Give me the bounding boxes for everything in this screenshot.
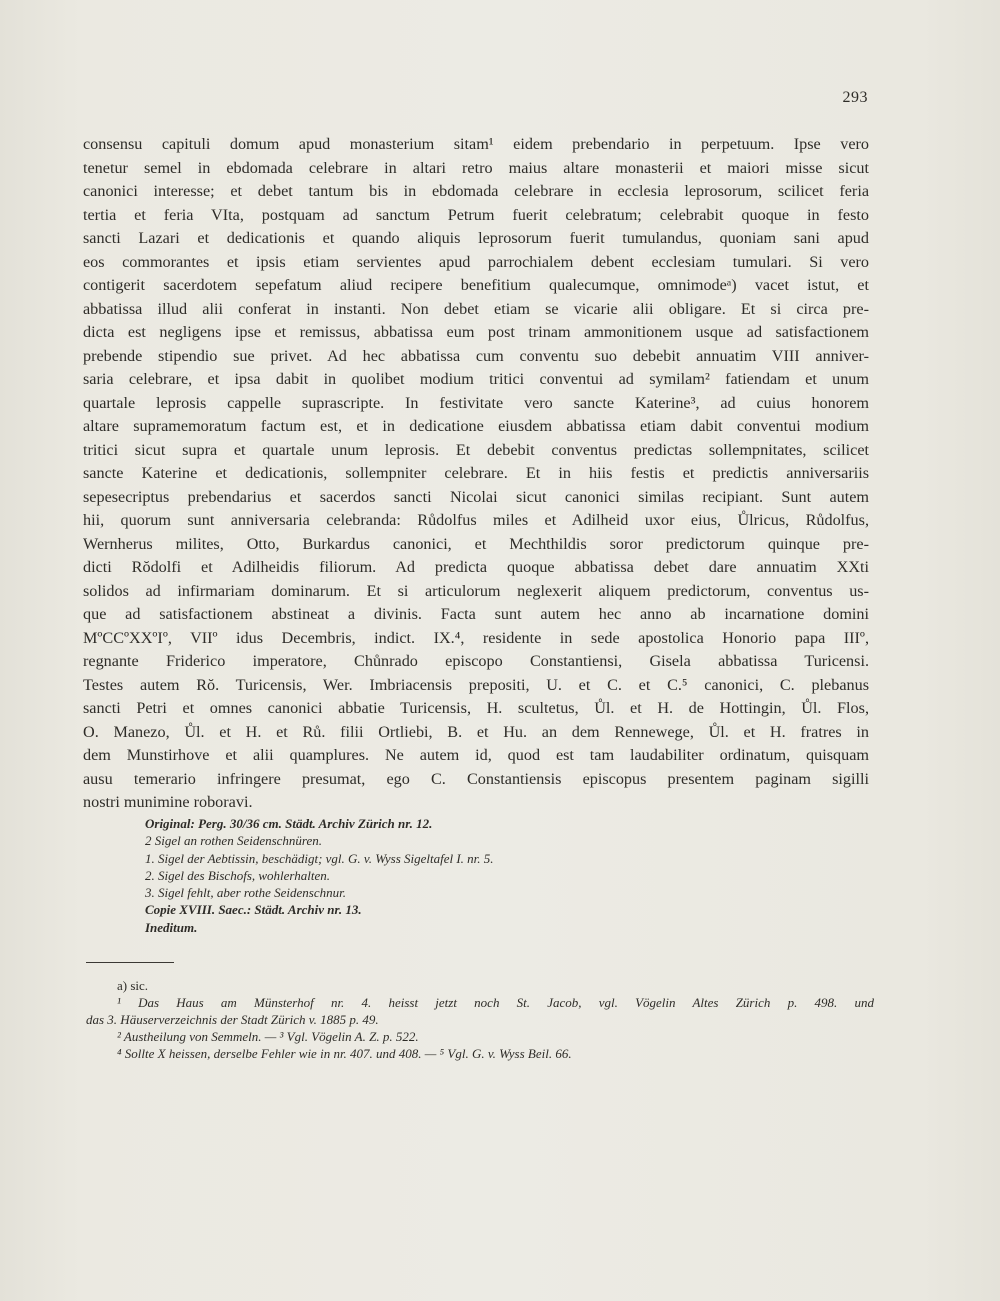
- text-line: Wernherus milites, Otto, Burkardus canonici, et Mechthildis soror predictorum quinque pre-: [83, 534, 869, 553]
- note-copy: Copie XVIII. Saec.: Städt. Archiv nr. 13.: [145, 902, 362, 918]
- footnote-2-3: ² Austheilung von Semmeln. — ³ Vgl. Vögelin A. Z. p. 522.: [117, 1029, 419, 1044]
- text-line: abbatissa illud alii conferat in instanti. Non debet etiam se vicarie alii obligare. Et si circa pre-: [83, 299, 869, 318]
- text-line: contigerit sacerdotem sepefatum aliud recipere benefitium qualecumque, omnimodeᵃ) vacet istut, et: [83, 276, 869, 294]
- footnote-1-cont: das 3. Häuserverzeichnis der Stadt Zürich v. 1885 p. 49.: [86, 1012, 379, 1027]
- text-line: prebende stipendio sue privet. Ad hec abbatissa cum conventu suo debebit annuatim VIII anniver-: [83, 346, 869, 365]
- text-line: dem Munstirhove et alii quamplures. Ne autem id, quod est tam laudabiliter ordinatum, quisquam: [83, 746, 869, 764]
- archival-notes: [145, 815, 745, 936]
- text-line: saria celebrare, et ipsa dabit in quolibet modium tritici conventui ad symilam² fatiendam et unum: [83, 370, 869, 388]
- text-line: regnante Friderico imperatore, Chůnrado episcopo Constantiensi, Gisela abbatissa Turicensi.: [83, 652, 869, 670]
- page-number: 293: [842, 89, 868, 106]
- note-seal-2: 2. Sigel des Bischofs, wohlerhalten.: [145, 867, 330, 883]
- text-line: solidos ad infirmariam dominarum. Et si articulorum neglexerit aliquem predictorum, conventus us-: [83, 581, 869, 600]
- text-line: tritici sicut supra et quartale unum leprosis. Et debebit conventus predictas sollempnitates, scilicet: [83, 440, 869, 459]
- text-line: que ad satisfactionem abstineat a divinis. Facta sunt autem hec anno ab incarnatione domini: [83, 605, 869, 623]
- text-line: Testes autem Rŏ. Turicensis, Wer. Imbriacensis prepositi, U. et C. et C.⁵ canonici, C. plebanus: [83, 675, 869, 694]
- text-line: sancte Katerine et dedicationis, sollempniter celebrare. Et in hiis festis et predictis anniversariis: [83, 464, 869, 482]
- note-seal-3: 3. Sigel fehlt, aber rothe Seidenschnur.: [145, 885, 346, 901]
- charter-text: [83, 133, 869, 815]
- text-line: MºCCºXXºIº, VIIº idus Decembris, indict. IX.⁴, residente in sede apostolica Honorio papa IIIº,: [83, 628, 869, 647]
- text-line: eos commorantes et ipsis etiam servientes apud parrochialem debent ecclesiam tumulari. Si vero: [83, 252, 869, 271]
- note-seals: 2 Sigel an rothen Seidenschnüren.: [145, 833, 323, 849]
- footnote-1: ¹ Das Haus am Münsterhof nr. 4. heisst jetzt noch St. Jacob, vgl. Vögelin Altes Zürich p. 498. und: [117, 995, 874, 1010]
- text-line: dicta est negligens ipse et remissus, abbatissa eum post trinam ammonitionem usque ad satisfactionem: [83, 323, 869, 341]
- text-line: sancti Petri et omnes canonici abbatie Turicensis, H. scultetus, Ůl. et H. de Hottingin, Ůl. Flos,: [83, 699, 869, 717]
- footnote-divider: [86, 962, 174, 963]
- text-line: tertia et feria VIta, postquam ad sanctum Petrum fuerit celebratum; celebrabit quoque in festo: [83, 205, 869, 224]
- text-line: ausu temerario infringere presumat, ego C. Constantiensis episcopus presentem paginam sigilli: [83, 769, 869, 788]
- text-line: quartale leprosis cappelle suprascripte. In festivitate vero sancte Katerine³, ad cuius honorem: [83, 393, 869, 412]
- note-seal-1: 1. Sigel der Aebtissin, beschädigt; vgl. G. v. Wyss Sigeltafel I. nr. 5.: [145, 850, 494, 866]
- text-line: nostri munimine roboravi.: [83, 793, 253, 811]
- text-line: hii, quorum sunt anniversaria celebranda: Růdolfus miles et Adilheid uxor eius, Ůlricus, Růdolfus,: [83, 511, 869, 529]
- text-line: O. Manezo, Ůl. et H. et Rů. filii Ortliebi, B. et Hu. an dem Rennewege, Ůl. et H. fratres in: [83, 722, 869, 741]
- text-line: canonici interesse; et debet tantum bis in ebdomada celebrare in ecclesia leprosorum, scilicet feria: [83, 182, 869, 200]
- text-line: consensu capituli domum apud monasterium sitam¹ eidem prebendario in perpetuum. Ipse vero: [83, 135, 869, 153]
- text-line: altare supramemoratum factum est, et in dedicatione eiusdem abbatissa etiam dabit conventui modium: [83, 417, 869, 435]
- footnote-a: a) sic.: [117, 978, 149, 993]
- text-line: sancti Lazari et dedicationis et quando aliquis leprosorum fuerit tumulandus, quoniam sani apud: [83, 229, 869, 247]
- text-line: sepesecriptus prebendarius et sacerdos sancti Nicolai sicut canonici similas recipiant. Sunt autem: [83, 487, 869, 506]
- text-line: tenetur semel in ebdomada celebrare in altari retro maius altare monasterii et maiori misse sicut: [83, 158, 869, 177]
- footnote-4-5: ⁴ Sollte X heissen, derselbe Fehler wie in nr. 407. und 408. — ⁵ Vgl. G. v. Wyss Beil. 66.: [117, 1046, 572, 1061]
- footnotes: [86, 977, 874, 1062]
- text-line: dicti Rŏdolfi et Adilheidis filiorum. Ad predicta quoque abbatissa debet dare annuatim XXti: [83, 558, 869, 576]
- note-ineditum: Ineditum.: [145, 919, 198, 935]
- note-original: Original: Perg. 30/36 cm. Städt. Archiv Zürich nr. 12.: [145, 816, 433, 831]
